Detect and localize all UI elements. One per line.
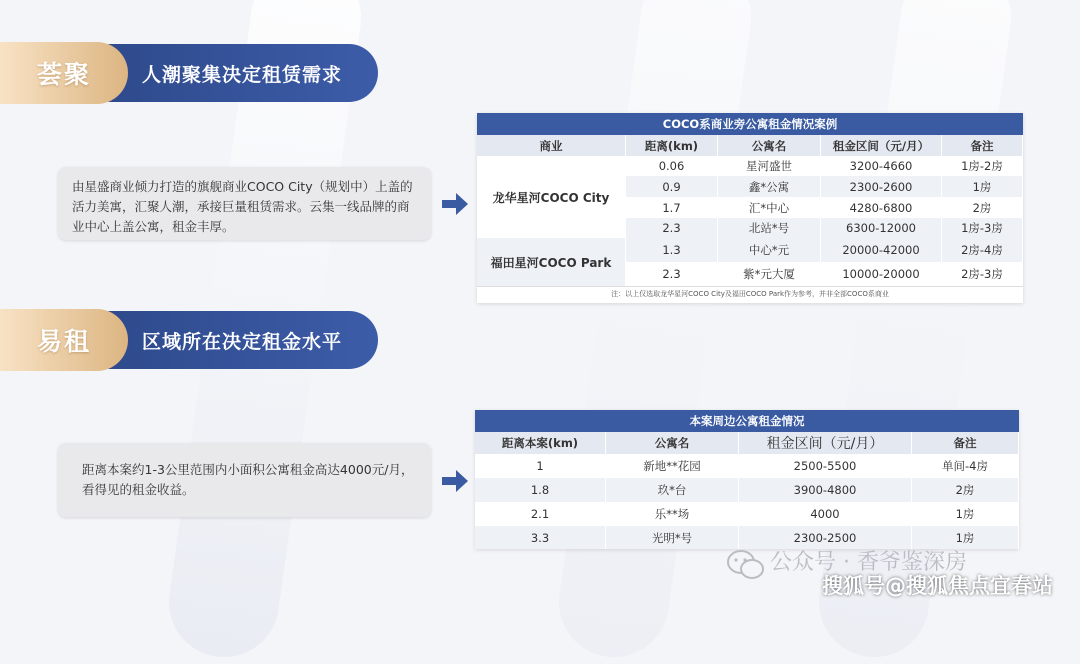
table-row bbox=[475, 478, 1019, 502]
table-header-row bbox=[475, 432, 1019, 454]
column-header: 租金区间（元/月） bbox=[739, 432, 912, 454]
table-cell: 1房 bbox=[912, 526, 1019, 549]
rent-cases-table bbox=[477, 113, 1023, 303]
sohu-watermark: 搜狐号@搜狐焦点宜春站 bbox=[822, 574, 1053, 598]
table-row bbox=[475, 502, 1019, 526]
group-name-cell: 龙华星河COCO City bbox=[477, 156, 626, 238]
table-cell: 北站*号 bbox=[718, 218, 821, 238]
table-cell: 2.1 bbox=[475, 502, 606, 526]
group-name-cell: 福田星河COCO Park bbox=[477, 238, 626, 286]
table-cell: 2.3 bbox=[626, 262, 718, 286]
table-cell: 1.7 bbox=[626, 197, 718, 218]
table-cell: 2房-4房 bbox=[942, 238, 1023, 262]
table-cell: 1房-2房 bbox=[942, 156, 1023, 176]
description-text: 由星盛商业倾力打造的旗舰商业COCO City（规划中）上盖的活力美寓，汇聚人潮，承接巨量租赁需求。云集一线品牌的商业中心上盖公寓，租金丰厚。 bbox=[72, 179, 413, 234]
table-cell: 4000 bbox=[739, 502, 912, 526]
column-header: 距离本案(km) bbox=[475, 432, 606, 454]
table-cell: 2500-5500 bbox=[739, 454, 912, 478]
table-cell: 1房 bbox=[942, 176, 1023, 197]
table-cell: 鑫*公寓 bbox=[718, 176, 821, 197]
section-banner-2 bbox=[0, 309, 380, 371]
section-tag bbox=[0, 309, 128, 371]
table-title: 本案周边公寓租金情况 bbox=[475, 410, 1019, 432]
section-tag bbox=[0, 42, 128, 104]
column-header: 公寓名 bbox=[606, 432, 739, 454]
table-header-row bbox=[477, 135, 1023, 156]
table-cell: 2300-2600 bbox=[821, 176, 942, 197]
section-title-bar bbox=[100, 311, 378, 369]
table-row bbox=[475, 454, 1019, 478]
table-cell: 1房-3房 bbox=[942, 218, 1023, 238]
description-box-2 bbox=[58, 443, 431, 517]
table-cell: 2房-3房 bbox=[942, 262, 1023, 286]
table-cell: 1.8 bbox=[475, 478, 606, 502]
table-cell: 0.9 bbox=[626, 176, 718, 197]
section-title-bar bbox=[100, 44, 378, 102]
table-cell: 中心*元 bbox=[718, 238, 821, 262]
table-title: COCO系商业旁公寓租金情况案例 bbox=[477, 113, 1023, 135]
description-text: 距离本案约1-3公里范围内小面积公寓租金高达4000元/月，看得见的租金收益。 bbox=[82, 462, 414, 497]
section-tag-label: 荟聚 bbox=[36, 60, 91, 89]
table-cell: 2房 bbox=[912, 478, 1019, 502]
table-cell: 乐**场 bbox=[606, 502, 739, 526]
table-cell: 10000-20000 bbox=[821, 262, 942, 286]
table-cell: 3200-4660 bbox=[821, 156, 942, 176]
table-row bbox=[477, 156, 1023, 176]
table-cell: 汇*中心 bbox=[718, 197, 821, 218]
section-title: 区域所在决定租金水平 bbox=[142, 330, 343, 353]
table-cell: 1.3 bbox=[626, 238, 718, 262]
wechat-icon bbox=[726, 549, 766, 581]
table-footnote: 注：以上仅选取龙华星河COCO City及福田COCO Park作为参考，并非全部COCO系商业 bbox=[477, 286, 1023, 303]
section-title: 人潮聚集决定租赁需求 bbox=[142, 63, 343, 86]
table-cell: 单间-4房 bbox=[912, 454, 1019, 478]
column-header: 备注 bbox=[912, 432, 1019, 454]
arrow-right-icon bbox=[442, 193, 468, 215]
arrow-right-icon bbox=[442, 470, 468, 492]
table-cell: 6300-12000 bbox=[821, 218, 942, 238]
table-cell: 3900-4800 bbox=[739, 478, 912, 502]
table-cell: 星河盛世 bbox=[718, 156, 821, 176]
table-cell: 2.3 bbox=[626, 218, 718, 238]
table-cell: 1房 bbox=[912, 502, 1019, 526]
table-cell: 4280-6800 bbox=[821, 197, 942, 218]
table-cell: 玖*台 bbox=[606, 478, 739, 502]
wechat-watermark: 公众号 · 香爷鉴深房 bbox=[770, 550, 967, 575]
column-header: 距离(km) bbox=[626, 135, 718, 156]
table-cell: 紫*元大厦 bbox=[718, 262, 821, 286]
table-cell: 0.06 bbox=[626, 156, 718, 176]
table-cell: 3.3 bbox=[475, 526, 606, 549]
description-box-1 bbox=[58, 167, 431, 240]
section-banner-1 bbox=[0, 42, 380, 104]
column-header: 租金区间（元/月） bbox=[821, 135, 942, 156]
table-cell: 新地**花园 bbox=[606, 454, 739, 478]
table-cell: 1 bbox=[475, 454, 606, 478]
table-cell: 2300-2500 bbox=[739, 526, 912, 549]
nearby-rent-table bbox=[475, 410, 1019, 549]
table-cell: 20000-42000 bbox=[821, 238, 942, 262]
column-header: 公寓名 bbox=[718, 135, 821, 156]
table-cell: 2房 bbox=[942, 197, 1023, 218]
column-header: 商业 bbox=[477, 135, 626, 156]
table-row bbox=[477, 238, 1023, 262]
column-header: 备注 bbox=[942, 135, 1023, 156]
table-cell: 光明*号 bbox=[606, 526, 739, 549]
section-tag-label: 易租 bbox=[36, 327, 91, 356]
